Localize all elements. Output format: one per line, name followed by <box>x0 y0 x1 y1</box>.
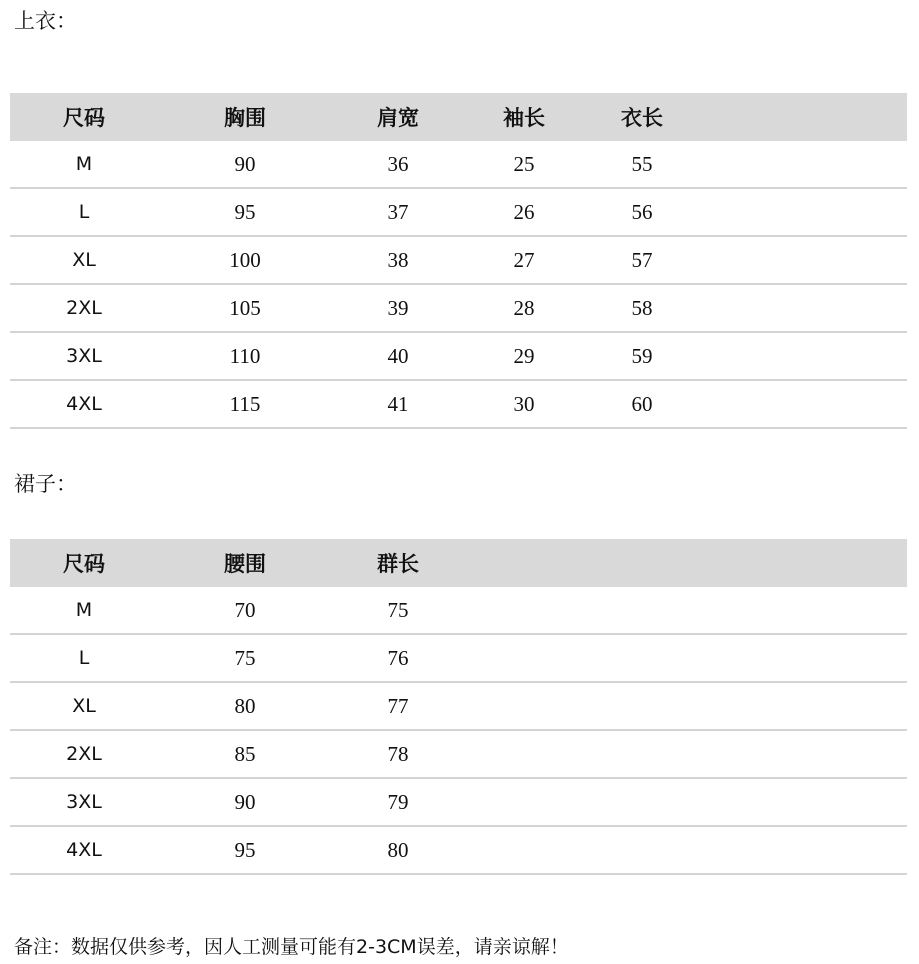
table-row <box>10 237 907 285</box>
top-size-table <box>10 93 907 429</box>
header-length: 衣长 <box>621 106 663 130</box>
waist-cell: 95 <box>234 837 256 862</box>
table-row <box>10 731 907 779</box>
header-waist: 腰围 <box>224 552 266 576</box>
length-cell: 55 <box>631 151 653 176</box>
table-header-row <box>10 93 907 141</box>
shoulder-cell: 36 <box>387 151 409 176</box>
length-cell: 58 <box>631 295 653 320</box>
header-size: 尺码 <box>63 106 105 130</box>
waist-cell: 70 <box>234 597 256 622</box>
waist-cell: 90 <box>234 789 256 814</box>
size-cell: L <box>78 647 90 669</box>
size-cell: M <box>75 153 93 175</box>
shoulder-cell: 38 <box>387 247 409 272</box>
skirt-length-cell: 77 <box>387 693 409 718</box>
table-row <box>10 779 907 827</box>
table-row <box>10 285 907 333</box>
size-cell: 4XL <box>66 839 102 861</box>
length-cell: 57 <box>631 247 653 272</box>
shoulder-cell: 40 <box>387 343 409 368</box>
size-cell: L <box>78 201 90 223</box>
table-row <box>10 683 907 731</box>
sleeve-cell: 25 <box>513 151 535 176</box>
chest-cell: 115 <box>229 391 261 416</box>
chest-cell: 110 <box>229 343 261 368</box>
sleeve-cell: 30 <box>513 391 535 416</box>
skirt-length-cell: 78 <box>387 741 409 766</box>
length-cell: 60 <box>631 391 653 416</box>
waist-cell: 80 <box>234 693 256 718</box>
skirt-size-table <box>10 539 907 875</box>
sleeve-cell: 29 <box>513 343 535 368</box>
table-row <box>10 827 907 875</box>
table-row <box>10 381 907 429</box>
table-row <box>10 635 907 683</box>
size-cell: 2XL <box>66 743 102 765</box>
table-row <box>10 333 907 381</box>
header-size: 尺码 <box>63 552 105 576</box>
size-cell: 4XL <box>66 393 102 415</box>
top-section-title: 上衣： <box>14 9 77 33</box>
header-skirt-length: 群长 <box>377 552 419 576</box>
size-cell: 2XL <box>66 297 102 319</box>
size-cell: M <box>75 599 93 621</box>
footnote: 备注：数据仅供参考，因人工测量可能有2-3CM误差，请亲谅解！ <box>14 936 569 958</box>
chest-cell: 100 <box>229 247 261 272</box>
size-cell: XL <box>72 249 96 271</box>
skirt-length-cell: 80 <box>387 837 409 862</box>
header-chest: 胸围 <box>224 106 266 130</box>
chest-cell: 105 <box>229 295 261 320</box>
skirt-section-title: 裙子： <box>14 472 77 496</box>
sleeve-cell: 28 <box>513 295 535 320</box>
chest-cell: 95 <box>234 199 256 224</box>
sleeve-cell: 26 <box>513 199 535 224</box>
table-row <box>10 141 907 189</box>
size-cell: 3XL <box>66 345 102 367</box>
table-row <box>10 189 907 237</box>
skirt-length-cell: 75 <box>387 597 409 622</box>
length-cell: 56 <box>631 199 653 224</box>
chest-cell: 90 <box>234 151 256 176</box>
waist-cell: 75 <box>234 645 256 670</box>
sleeve-cell: 27 <box>513 247 535 272</box>
skirt-length-cell: 79 <box>387 789 409 814</box>
size-cell: 3XL <box>66 791 102 813</box>
header-sleeve: 袖长 <box>503 106 545 130</box>
shoulder-cell: 37 <box>387 199 409 224</box>
skirt-length-cell: 76 <box>387 645 409 670</box>
header-shoulder: 肩宽 <box>377 106 419 130</box>
shoulder-cell: 41 <box>387 391 409 416</box>
table-row <box>10 587 907 635</box>
length-cell: 59 <box>631 343 653 368</box>
waist-cell: 85 <box>234 741 256 766</box>
table-header-row <box>10 539 907 587</box>
size-cell: XL <box>72 695 96 717</box>
shoulder-cell: 39 <box>387 295 409 320</box>
